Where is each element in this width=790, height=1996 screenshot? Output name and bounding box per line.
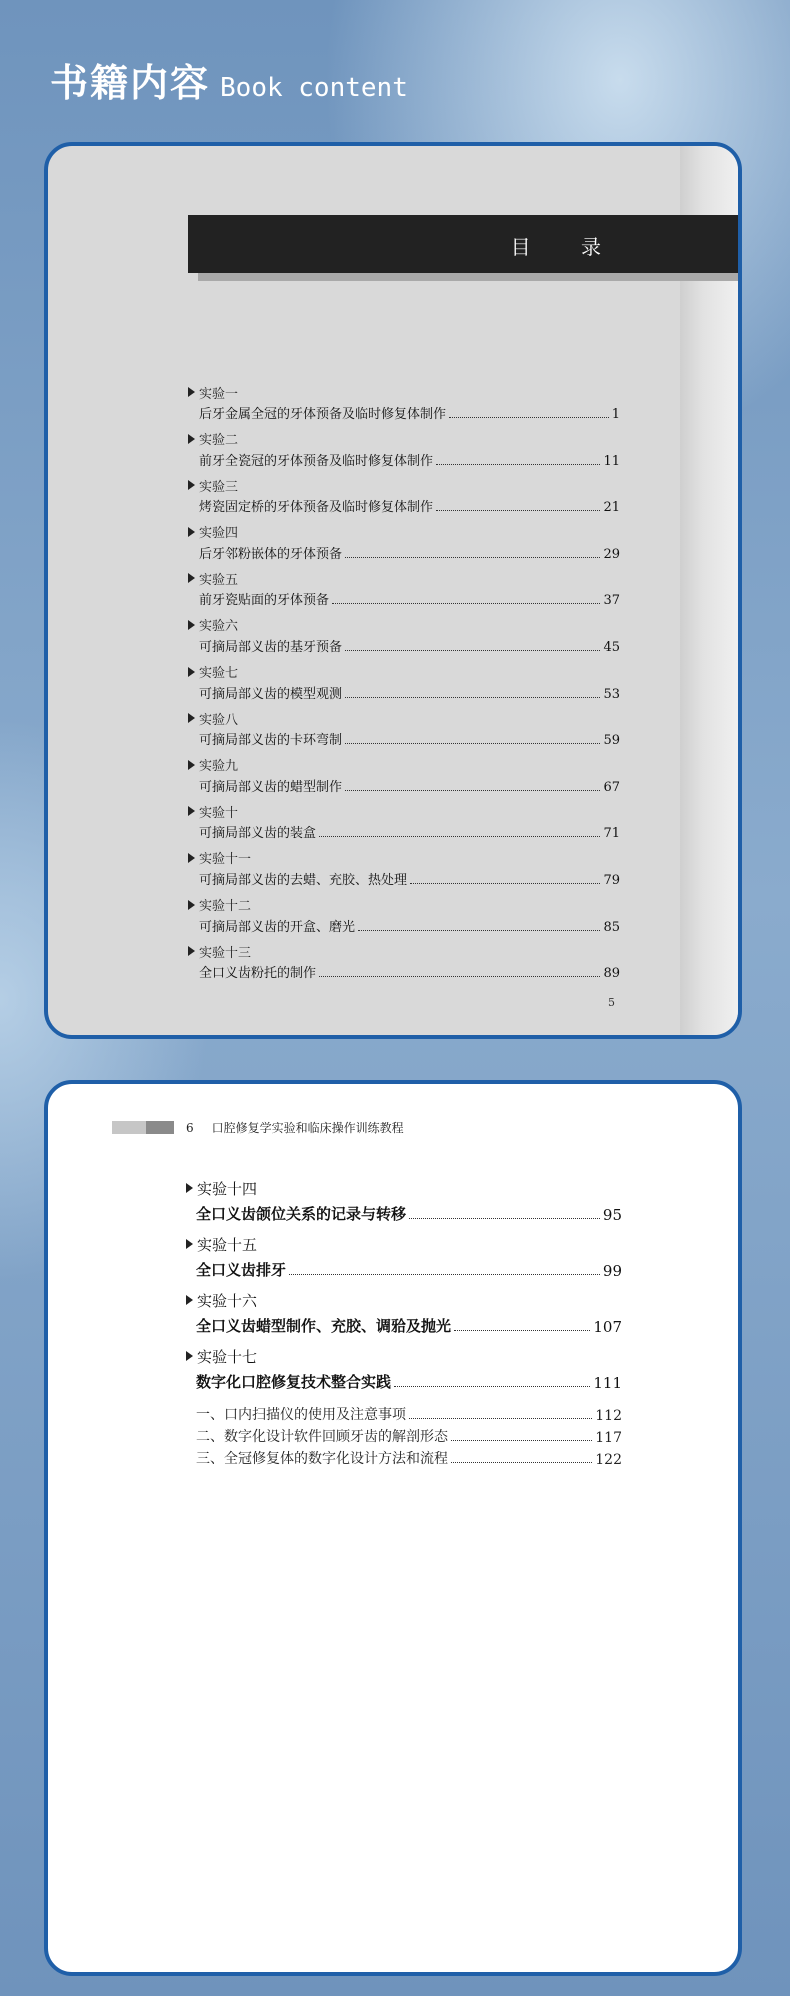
toc-entry-title: 可摘局部义齿的模型观测	[199, 686, 343, 702]
toc-subentry-page: 117	[595, 1430, 622, 1446]
toc-entry-line	[188, 542, 620, 562]
toc-entry-page: 53	[603, 686, 620, 702]
toc-entry-label-text: 实验十四	[197, 1179, 258, 1198]
toc-entry-page: 79	[603, 872, 620, 888]
toc-entry-label-text: 实验十五	[197, 1235, 258, 1254]
triangle-bullet-icon	[188, 760, 195, 770]
triangle-bullet-icon	[186, 1183, 193, 1193]
triangle-bullet-icon	[186, 1239, 193, 1249]
running-header	[112, 1119, 404, 1136]
toc-entry-page: 37	[603, 593, 620, 609]
toc-entry-label	[188, 615, 620, 635]
toc-entry-title: 后牙邻粉嵌体的牙体预备	[199, 546, 343, 562]
toc-subentry[interactable]	[186, 1402, 622, 1424]
triangle-bullet-icon	[188, 527, 195, 537]
toc-entry-page: 71	[603, 826, 620, 842]
toc-entry-page: 45	[603, 639, 620, 655]
toc-entry-label-text: 实验六	[199, 619, 239, 635]
toc-entry-page: 67	[603, 779, 620, 795]
toc-entry-page: 21	[603, 500, 620, 516]
toc-entry[interactable]	[186, 1176, 622, 1232]
toc-entry-label-text: 实验四	[199, 526, 239, 542]
toc-entry-label-text: 实验三	[199, 479, 239, 495]
running-header-block-dark	[146, 1121, 174, 1134]
toc-entry-label-text: 实验十一	[199, 852, 252, 868]
dot-leader	[345, 650, 600, 651]
toc-entry-label	[188, 755, 620, 775]
toc-entry-title: 全口义齿粉托的制作	[199, 966, 317, 982]
toc-entry-title: 可摘局部义齿的去蜡、充胶、热处理	[199, 872, 408, 888]
toc-entry[interactable]	[188, 941, 620, 988]
toc-entry-label	[188, 895, 620, 915]
toc-entry[interactable]	[188, 615, 620, 662]
toc-entry-page: 95	[602, 1206, 622, 1224]
toc-subentry-title: 二、数字化设计软件回顾牙齿的解剖形态	[196, 1429, 448, 1445]
toc-entry-line	[188, 728, 620, 748]
triangle-bullet-icon	[188, 480, 195, 490]
dot-leader	[394, 1386, 590, 1387]
triangle-bullet-icon	[188, 434, 195, 444]
dot-leader	[332, 603, 600, 604]
toc-entry[interactable]	[188, 429, 620, 476]
toc-entry[interactable]	[188, 801, 620, 848]
toc-entry-title: 可摘局部义齿的开盒、磨光	[199, 919, 356, 935]
toc-entry[interactable]	[188, 382, 620, 429]
section-header	[50, 52, 408, 107]
toc-entry[interactable]	[188, 708, 620, 755]
toc-entry-page: 29	[603, 546, 620, 562]
toc-entry-label-text: 实验七	[199, 666, 239, 682]
triangle-bullet-icon	[186, 1351, 193, 1361]
toc-subentry-title: 一、口内扫描仪的使用及注意事项	[196, 1407, 406, 1423]
toc-entry-label-text: 实验一	[199, 386, 239, 402]
toc-entry-line	[188, 682, 620, 702]
toc-entry-line	[188, 449, 620, 469]
toc-entry-title: 可摘局部义齿的蜡型制作	[199, 779, 343, 795]
dot-leader	[436, 464, 600, 465]
toc-entry-title: 可摘局部义齿的基牙预备	[199, 639, 343, 655]
toc-entry-title: 前牙瓷贴面的牙体预备	[199, 593, 330, 609]
toc-entry-label	[186, 1344, 622, 1368]
toc-entry-label-text: 实验九	[199, 759, 239, 775]
toc-entry-label-text: 实验十七	[197, 1347, 258, 1366]
toc-entry-title: 后牙金属全冠的牙体预备及临时修复体制作	[199, 407, 447, 422]
toc-entry-line	[186, 1368, 622, 1392]
dot-leader	[449, 417, 609, 418]
book-page-5	[44, 142, 742, 1039]
dot-leader	[409, 1218, 600, 1219]
toc-list-page5	[188, 382, 620, 988]
toc-entry-line	[188, 961, 620, 981]
toc-entry[interactable]	[188, 568, 620, 615]
toc-bar-shadow	[198, 273, 742, 281]
toc-entry-line	[186, 1312, 622, 1336]
toc-entry-label	[186, 1232, 622, 1256]
triangle-bullet-icon	[188, 853, 195, 863]
toc-entry-line	[188, 402, 620, 422]
book-page-6	[44, 1080, 742, 1976]
dot-leader	[345, 557, 600, 558]
page-number: 5	[608, 996, 615, 1009]
triangle-bullet-icon	[186, 1295, 193, 1305]
toc-subentry-page: 122	[595, 1452, 622, 1468]
toc-entry[interactable]	[188, 662, 620, 709]
toc-entry-label-text: 实验五	[199, 572, 239, 588]
toc-title: 目 录	[510, 235, 623, 259]
dot-leader	[345, 697, 600, 698]
toc-entry-label-text: 实验十六	[197, 1291, 258, 1310]
toc-entry-label-text: 实验十二	[199, 899, 252, 915]
toc-entry-title: 数字化口腔修复技术整合实践	[196, 1373, 392, 1391]
toc-entry-label	[188, 382, 620, 402]
toc-entry-title: 全口义齿颌位关系的记录与转移	[196, 1205, 407, 1223]
dot-leader	[454, 1330, 590, 1331]
toc-entry-title: 烤瓷固定桥的牙体预备及临时修复体制作	[199, 500, 434, 516]
toc-entry-label	[188, 522, 620, 542]
triangle-bullet-icon	[188, 387, 195, 397]
toc-entry-page: 59	[603, 733, 620, 749]
toc-subentry-title: 三、全冠修复体的数字化设计方法和流程	[196, 1451, 448, 1467]
toc-entry[interactable]	[188, 475, 620, 522]
toc-entry-label-text: 实验十三	[199, 945, 252, 961]
triangle-bullet-icon	[188, 573, 195, 583]
toc-entry-page: 11	[603, 453, 620, 469]
toc-entry[interactable]	[186, 1232, 622, 1288]
toc-entry-label-text: 实验二	[199, 433, 239, 449]
toc-entry-label	[188, 801, 620, 821]
triangle-bullet-icon	[188, 900, 195, 910]
dot-leader	[319, 976, 600, 977]
dot-leader	[319, 836, 600, 837]
toc-entry-label	[186, 1288, 622, 1312]
toc-entry-title: 可摘局部义齿的卡环弯制	[199, 733, 343, 749]
toc-entry-line	[188, 635, 620, 655]
dot-leader	[451, 1462, 592, 1463]
dot-leader	[451, 1440, 592, 1441]
toc-entry-title: 全口义齿排牙	[196, 1261, 287, 1279]
toc-list-page6	[186, 1176, 622, 1468]
toc-entry-line	[186, 1256, 622, 1280]
toc-entry[interactable]	[186, 1344, 622, 1400]
toc-header-bar	[188, 215, 742, 273]
toc-entry-line	[188, 588, 620, 608]
toc-entry-label	[188, 568, 620, 588]
dot-leader	[436, 510, 600, 511]
dot-leader	[345, 790, 600, 791]
toc-entry-line	[186, 1200, 622, 1224]
toc-entry-page: 1	[611, 407, 620, 422]
toc-entry-page: 85	[603, 919, 620, 935]
toc-subentry[interactable]	[186, 1446, 622, 1468]
dot-leader	[345, 743, 600, 744]
toc-entry-label	[188, 708, 620, 728]
toc-entry-line	[188, 821, 620, 841]
toc-entry-label-text: 实验八	[199, 712, 239, 728]
toc-entry-line	[188, 868, 620, 888]
toc-subentry[interactable]	[186, 1424, 622, 1446]
toc-entry[interactable]	[186, 1288, 622, 1344]
toc-subentry-page: 112	[595, 1408, 622, 1424]
toc-entry-line	[188, 495, 620, 515]
toc-entry[interactable]	[188, 848, 620, 895]
toc-entry-label-text: 实验十	[199, 805, 239, 821]
toc-entry-title: 前牙全瓷冠的牙体预备及临时修复体制作	[199, 453, 434, 469]
section-title-cn: 书籍内容	[50, 61, 211, 105]
running-header-block-light	[112, 1121, 146, 1134]
toc-entry-page: 89	[603, 966, 620, 982]
toc-entry-label	[188, 429, 620, 449]
triangle-bullet-icon	[188, 806, 195, 816]
toc-entry-line	[188, 775, 620, 795]
section-title-en: Book content	[220, 73, 408, 103]
toc-entry-line	[188, 915, 620, 935]
dot-leader	[358, 930, 600, 931]
dot-leader	[410, 883, 600, 884]
dot-leader	[409, 1418, 592, 1419]
toc-entry[interactable]	[188, 522, 620, 569]
triangle-bullet-icon	[188, 667, 195, 677]
running-page-number: 6	[186, 1120, 194, 1135]
toc-entry-title: 可摘局部义齿的装盒	[199, 826, 317, 842]
toc-entry-label	[186, 1176, 622, 1200]
toc-entry-page: 111	[593, 1374, 622, 1392]
toc-entry[interactable]	[188, 755, 620, 802]
toc-entry-label	[188, 941, 620, 961]
dot-leader	[289, 1274, 600, 1275]
toc-entry-label	[188, 475, 620, 495]
triangle-bullet-icon	[188, 620, 195, 630]
toc-entry[interactable]	[188, 895, 620, 942]
toc-entry-page: 107	[593, 1318, 622, 1336]
toc-entry-title: 全口义齿蜡型制作、充胶、调𬌗及抛光	[196, 1317, 452, 1335]
triangle-bullet-icon	[188, 946, 195, 956]
toc-subentries	[186, 1402, 622, 1468]
toc-entry-label	[188, 662, 620, 682]
triangle-bullet-icon	[188, 713, 195, 723]
toc-entry-label	[188, 848, 620, 868]
running-book-title: 口腔修复学实验和临床操作训练教程	[211, 1121, 404, 1135]
toc-entry-page: 99	[602, 1262, 622, 1280]
